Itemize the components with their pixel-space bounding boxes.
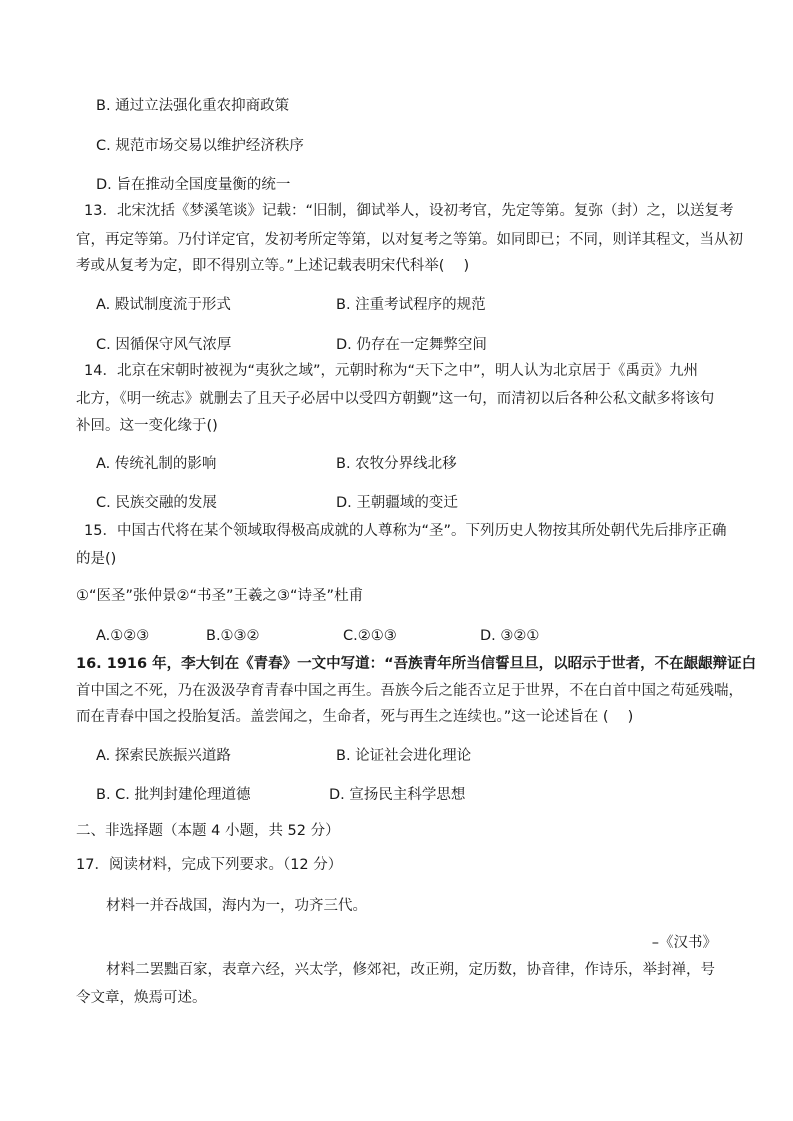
q15-option-d: D. ③②① — [480, 628, 540, 644]
q15-stem-line1: 15．中国古代将在某个领域取得极高成就的人尊称为“圣”。下列历史人物按其所处朝代先后排序正确 — [84, 523, 727, 539]
q14-option-d: D. 王朝疆域的变迁 — [336, 495, 458, 511]
q14-option-a: A. 传统礼制的影响 — [96, 456, 217, 472]
q17-material-2-line1: 材料二罢黜百家，表章六经，兴太学，修郊祀，改正朔，定历数，协音律，作诗乐，举封禅，号 — [106, 962, 715, 978]
q14-option-c: C. 民族交融的发展 — [96, 495, 217, 511]
q16-option-a: A. 探索民族振兴道路 — [96, 748, 231, 764]
q13-stem-line3: 考或从复考为定，即不得别立等。”上述记载表明宋代科举( ) — [76, 258, 470, 274]
q12-option-d: D. 旨在推动全国度量衡的统一 — [96, 177, 291, 193]
q15-option-c: C.②①③ — [343, 628, 397, 644]
q16-stem-line2: 首中国之不死，乃在汲汲孕育青春中国之再生。吾族今后之能否立足于世界，不在白首中国之苟延残喘， — [76, 683, 743, 699]
q16-option-b: B. 论证社会进化理论 — [336, 748, 472, 764]
q16-stem-line3: 而在青春中国之投胎复活。盖尝闻之，生命者，死与再生之连续也。”这一论述旨在 ( ) — [76, 709, 634, 725]
q16-option-d: D. 宣扬民主科学思想 — [329, 787, 466, 803]
q17-stem: 17．阅读材料，完成下列要求。（12 分） — [76, 857, 343, 873]
q15-items: ①“医圣”张仲景②“书圣”王羲之③“诗圣”杜甫 — [76, 588, 364, 604]
q16-option-c: B. C. 批判封建伦理道德 — [96, 787, 251, 803]
q12-option-b: B. 通过立法强化重农抑商政策 — [96, 98, 290, 114]
q14-stem-line3: 补回。这一变化缘于() — [76, 418, 218, 434]
q13-option-c: C. 因循保守风气浓厚 — [96, 337, 232, 353]
section-heading: 二、非选择题（本题 4 小题，共 52 分） — [76, 823, 340, 839]
q15-option-a: A.①②③ — [96, 628, 150, 644]
q16-stem-line1: 16. 1916 年，李大钊在《青春》一文中写道：“吾族青年所当信誓旦旦，以昭示于世者，不在龈龈辩证白 — [76, 656, 757, 672]
q17-material-2-line2: 令文章，焕焉可述。 — [76, 990, 207, 1006]
q14-option-b: B. 农牧分界线北移 — [336, 456, 457, 472]
q13-stem-line1: 13．北宋沈括《梦溪笔谈》记载：“旧制，御试举人，设初考官，先定等第。复弥（封）之，以送复考 — [84, 203, 734, 219]
q17-material-1: 材料一并吞战国，海内为一，功齐三代。 — [106, 898, 367, 914]
q17-source-1: –《汉书》 — [651, 935, 717, 951]
q12-option-c: C. 规范市场交易以维护经济秩序 — [96, 138, 304, 154]
q15-option-b: B.①③② — [206, 628, 260, 644]
q15-stem-line2: 的是() — [76, 551, 117, 567]
q13-option-a: A. 殿试制度流于形式 — [96, 297, 231, 313]
q13-option-b: B. 注重考试程序的规范 — [336, 297, 486, 313]
q14-stem-line1: 14．北京在宋朝时被视为“夷狄之域”，元朝时称为“天下之中”，明人认为北京居于《禹贡》九州 — [84, 363, 698, 379]
q14-stem-line2: 北方，《明一统志》就删去了且天子必居中以受四方朝觐”这一句，而清初以后各种公私文献多将该句 — [76, 391, 715, 407]
q13-option-d: D. 仍存在一定舞弊空间 — [336, 337, 487, 353]
q13-stem-line2: 官，再定等第。乃付详定官，发初考所定等第，以对复考之等第。如同即已；不同，则详其程文，当从初 — [76, 232, 743, 248]
